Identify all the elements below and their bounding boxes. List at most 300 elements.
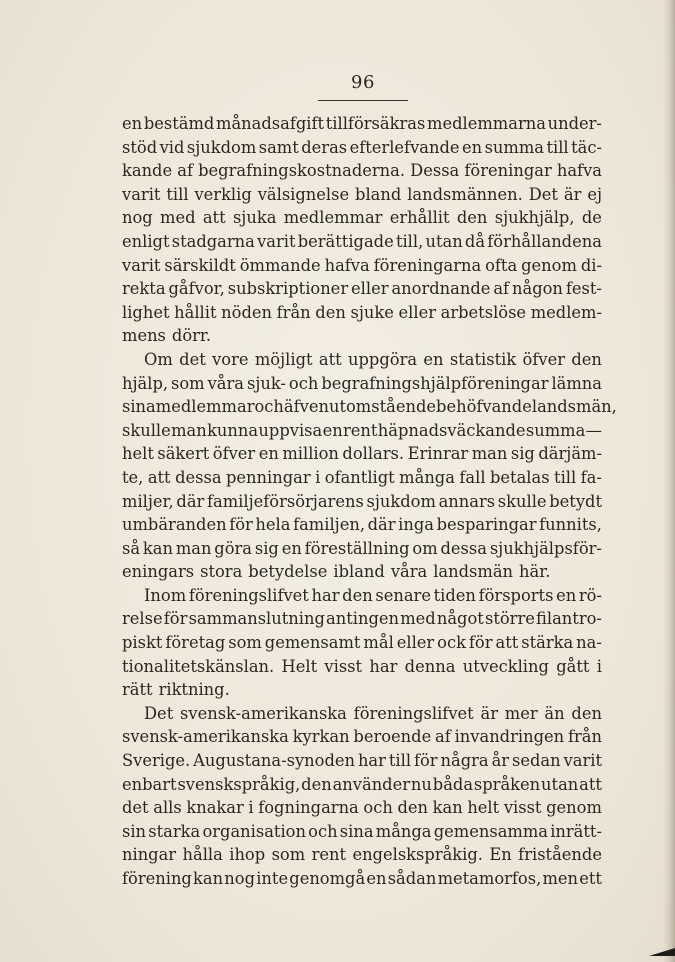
word: af <box>177 161 193 181</box>
word: och <box>288 373 319 393</box>
word: vore <box>212 349 249 369</box>
word: summa <box>525 420 586 440</box>
word: varit <box>563 751 602 771</box>
word: statistik <box>449 349 517 369</box>
word: te, <box>122 467 144 487</box>
word: hållit <box>174 302 217 322</box>
word: de <box>581 208 602 228</box>
word: någon <box>512 279 563 299</box>
word: den <box>456 208 488 228</box>
text-line <box>122 466 602 490</box>
word: med <box>400 609 436 629</box>
word: bestämd <box>143 114 215 133</box>
text-line <box>122 607 602 631</box>
word: öfver <box>212 444 256 464</box>
word: månadsafgift <box>216 114 325 133</box>
word: enligt <box>122 231 170 251</box>
word: sjuk- <box>246 373 286 393</box>
word: kunna <box>207 420 259 440</box>
word: en <box>423 349 444 369</box>
word: helt <box>122 444 154 464</box>
word: ömmande <box>239 255 321 275</box>
word: från <box>276 302 311 322</box>
word: så <box>122 538 141 558</box>
text-line <box>122 183 602 207</box>
word: för <box>229 515 253 535</box>
word: na- <box>576 633 602 653</box>
word: den <box>301 774 332 794</box>
text-line <box>122 112 602 136</box>
word: för <box>413 751 438 771</box>
word: samt <box>258 137 299 157</box>
word: Om <box>144 349 173 369</box>
word: att <box>495 633 519 653</box>
word: enbart <box>122 774 177 794</box>
word: dessa <box>440 538 487 558</box>
word: inrätt- <box>550 821 602 841</box>
word: gemensamt <box>264 633 361 653</box>
text-line <box>122 725 602 749</box>
word: senare <box>375 585 431 605</box>
word: sådan <box>387 869 437 888</box>
word: Det <box>528 184 558 204</box>
word: att <box>318 349 342 369</box>
word: sjukdom <box>366 491 436 511</box>
word: begrafningshjälpföreningar <box>321 373 549 393</box>
word: besparingar <box>436 515 537 535</box>
word: efterlefvande <box>349 137 460 157</box>
text-line <box>122 843 602 867</box>
word: hafva <box>556 161 602 181</box>
word: funnits, <box>539 515 602 535</box>
word: stadgarna <box>171 231 255 251</box>
word: familjeförsörjarens <box>206 491 364 511</box>
word: af <box>493 279 510 299</box>
word: den <box>397 798 428 818</box>
word: något <box>436 609 484 629</box>
word: där <box>176 491 205 511</box>
word: fa- <box>580 467 602 487</box>
word: den <box>342 585 373 605</box>
word: att <box>579 774 602 794</box>
word: en <box>556 585 577 605</box>
word: summa <box>484 137 545 157</box>
word: En <box>489 845 512 865</box>
word: försports <box>478 585 554 605</box>
word: medlemmarna <box>427 114 546 133</box>
word: i <box>315 467 321 487</box>
word: har <box>357 751 386 771</box>
word: vid <box>159 137 185 157</box>
word: språken <box>473 774 541 794</box>
word: föreställning <box>304 538 410 558</box>
word: kan <box>432 798 463 818</box>
word: man <box>171 420 207 440</box>
word: föreningar <box>464 161 552 181</box>
word: en <box>366 869 387 888</box>
word: knakar <box>186 798 244 818</box>
word: i <box>596 656 602 676</box>
word: behöfvande <box>436 397 532 417</box>
word: nu <box>410 774 432 794</box>
word: starka <box>148 821 201 841</box>
word: subskriptioner <box>227 279 349 299</box>
word: piskt <box>122 633 163 653</box>
word: våra <box>390 562 428 582</box>
word: inte <box>256 869 289 888</box>
word: med <box>160 208 196 228</box>
word: ibland <box>333 562 385 582</box>
word: miljer, <box>122 491 174 511</box>
word: i <box>248 798 254 818</box>
word: anordnande <box>391 279 491 299</box>
word: familjen, <box>293 515 366 535</box>
text-line <box>122 206 602 230</box>
word: sjukhjälp, <box>494 208 575 228</box>
word: medlem- <box>530 302 602 322</box>
word: en <box>462 137 483 157</box>
word: betydt <box>549 491 602 511</box>
word: föreningarna <box>373 255 482 275</box>
word: Inom <box>144 585 187 605</box>
word: inga <box>398 515 434 535</box>
word: den <box>571 703 602 723</box>
word: den <box>571 349 602 369</box>
word: välsignelse <box>257 184 350 204</box>
word: skulle <box>497 491 547 511</box>
word: eningars <box>122 562 195 582</box>
word: tiden <box>433 585 476 605</box>
word: ett <box>579 869 602 888</box>
word: sedan <box>512 751 561 771</box>
word: eller <box>396 633 435 653</box>
word: därjäm- <box>538 444 602 464</box>
word: deras <box>301 137 348 157</box>
word: invandringen <box>454 727 565 747</box>
text-line <box>122 442 602 466</box>
word: annars <box>438 491 496 511</box>
word: har <box>311 585 340 605</box>
word: fristående <box>518 845 602 865</box>
word: medlemmar <box>283 208 383 228</box>
word: lighet <box>122 302 170 322</box>
word: Det <box>144 703 174 723</box>
word: men <box>542 869 579 888</box>
word: verklig <box>194 184 252 204</box>
word: utan <box>541 774 579 794</box>
text-line <box>122 820 602 844</box>
word: använder <box>332 774 411 794</box>
word: att <box>147 467 171 487</box>
word: till <box>546 137 569 157</box>
word: sina <box>122 397 156 417</box>
word: båda <box>432 774 474 794</box>
word: denna <box>404 656 456 676</box>
word: eller <box>351 279 389 299</box>
word: stora <box>200 562 243 582</box>
word: den <box>315 302 346 322</box>
word: föreningslifvet <box>188 585 309 605</box>
body-text <box>122 112 617 891</box>
corner-mark <box>649 948 675 956</box>
word: svensk-amerikanska <box>122 727 289 747</box>
word: engelskspråkig. <box>352 845 483 865</box>
word: varit <box>257 231 296 251</box>
word: och <box>363 798 393 818</box>
word: till <box>166 184 189 204</box>
word: rekta <box>122 279 166 299</box>
word: sammanslutning <box>188 609 325 629</box>
word: som <box>228 633 262 653</box>
word: hjälp, <box>122 373 169 393</box>
word: rent <box>311 845 347 865</box>
word: svenskspråkig, <box>177 774 301 794</box>
text-line <box>122 584 602 608</box>
word: till <box>554 467 577 487</box>
word: kande <box>122 161 173 181</box>
word: ningar <box>122 845 177 865</box>
word: sjukhjälpsför- <box>489 538 602 558</box>
word: hålla <box>182 845 223 865</box>
word: särskildt <box>164 255 236 275</box>
word: hafva <box>324 255 370 275</box>
word: äfven <box>283 397 329 417</box>
word: sina <box>339 821 374 841</box>
word: ihop <box>229 845 266 865</box>
word: mål <box>363 633 394 653</box>
word: en <box>122 114 143 133</box>
word: har <box>369 656 398 676</box>
word: att <box>202 208 226 228</box>
word: för <box>468 633 493 653</box>
word: då <box>464 231 486 251</box>
text-line <box>122 159 602 183</box>
word: fall <box>459 467 486 487</box>
word: utan <box>425 231 463 251</box>
word: möjligt <box>254 349 313 369</box>
word: och <box>308 821 338 841</box>
word: till <box>388 751 412 771</box>
word: utomstående <box>328 397 437 417</box>
word: ock <box>437 633 466 653</box>
word: visst <box>503 798 542 818</box>
page-edge-shadow <box>663 0 675 962</box>
word: landsmän, <box>531 397 617 417</box>
word: Dessa <box>410 161 460 181</box>
word: fest- <box>565 279 602 299</box>
text-line <box>122 560 602 584</box>
word: genom <box>521 255 577 275</box>
word: förening <box>122 869 192 888</box>
word: det <box>179 349 206 369</box>
text-line <box>122 136 602 160</box>
word: än <box>544 703 565 723</box>
word: större <box>484 609 535 629</box>
word: sjuke <box>350 302 394 322</box>
word: eller <box>398 302 436 322</box>
text-line <box>122 702 602 726</box>
word: beroende <box>353 727 432 747</box>
word: år <box>491 751 510 771</box>
word: arbetslöse <box>440 302 527 322</box>
word: förhållandena <box>487 231 602 251</box>
word: landsmän <box>433 562 514 582</box>
word: alls <box>153 798 182 818</box>
word: några <box>440 751 489 771</box>
word: företag <box>165 633 226 653</box>
word: under- <box>547 114 602 133</box>
text-line <box>122 513 602 537</box>
word: våra <box>207 373 244 393</box>
text-line <box>122 537 602 561</box>
word: genom <box>546 798 602 818</box>
word: rätt <box>122 680 153 700</box>
word: rö- <box>578 585 602 605</box>
text-line <box>122 230 602 254</box>
word: genomgå <box>289 869 366 888</box>
word: sjuka <box>232 208 277 228</box>
word: nöden <box>221 302 272 322</box>
word: uppgöra <box>348 349 418 369</box>
word: kan <box>142 538 173 558</box>
word: säkert <box>157 444 210 464</box>
word: dessa <box>175 467 222 487</box>
word: organisation <box>202 821 306 841</box>
word: riktning. <box>158 680 230 700</box>
text-line <box>122 324 602 348</box>
text-line <box>122 631 602 655</box>
word: täc- <box>571 137 602 157</box>
word: tionalitetskänslan. <box>122 656 275 676</box>
word: hela <box>255 515 291 535</box>
text-line <box>122 301 602 325</box>
word: umbäranden <box>122 515 227 535</box>
word: erhållit <box>389 208 450 228</box>
word: af <box>435 727 451 747</box>
word: många <box>375 821 432 841</box>
word: gått <box>556 656 590 676</box>
word: en <box>258 444 279 464</box>
word: lämna <box>551 373 602 393</box>
word: sin <box>122 821 147 841</box>
word: Helt <box>281 656 318 676</box>
word: man <box>471 444 508 464</box>
text-line <box>122 419 602 443</box>
word: dollars. <box>342 444 405 464</box>
word: är <box>563 184 582 204</box>
word: rent <box>343 420 378 440</box>
word: million <box>282 444 339 464</box>
word: mens <box>122 326 166 346</box>
word: ej <box>587 184 602 204</box>
word: metamorfos, <box>437 869 542 888</box>
word: sig <box>510 444 535 464</box>
word: fogningarna <box>258 798 359 818</box>
word: där <box>367 515 396 535</box>
word: medlemmar <box>155 397 255 417</box>
word: Sverige. <box>122 751 191 771</box>
word: från <box>567 727 602 747</box>
word: varit <box>122 255 161 275</box>
text-line <box>122 490 602 514</box>
text-line <box>122 254 602 278</box>
word: som <box>171 373 205 393</box>
word: nog <box>224 869 256 888</box>
text-line <box>122 348 602 372</box>
word: en <box>281 538 302 558</box>
word: en <box>322 420 343 440</box>
word: det <box>122 798 149 818</box>
text-line <box>122 796 602 820</box>
word: di- <box>580 255 602 275</box>
word: helt <box>467 798 500 818</box>
word: och <box>254 397 284 417</box>
word: Augustana-synoden <box>193 751 355 771</box>
word: penningar <box>226 467 311 487</box>
word: bland <box>355 184 402 204</box>
word: nog <box>122 208 153 228</box>
word: öfver <box>522 349 565 369</box>
word: dörr. <box>171 326 212 346</box>
word: för <box>163 609 188 629</box>
word: landsmännen. <box>407 184 523 204</box>
text-line <box>122 867 602 891</box>
word: man <box>175 538 212 558</box>
word: — <box>585 420 602 440</box>
word: gemensamma <box>433 821 548 841</box>
word: relse <box>122 609 163 629</box>
word: sig <box>254 538 279 558</box>
word: skulle <box>122 420 171 440</box>
word: tillförsäkras <box>325 114 426 133</box>
page-number: 96 <box>351 72 375 93</box>
word: häpnadsväckande <box>377 420 526 440</box>
word: gåfvor, <box>168 279 225 299</box>
word: till, <box>395 231 424 251</box>
word: utveckling <box>462 656 549 676</box>
word: filantro- <box>536 609 602 629</box>
word: göra <box>214 538 253 558</box>
word: kyrkan <box>292 727 350 747</box>
word: som <box>271 845 306 865</box>
word: begrafningskostnaderna. <box>198 161 406 181</box>
text-line <box>122 655 602 679</box>
word: sjukdom <box>186 137 257 157</box>
word: betydelse <box>248 562 328 582</box>
text-line <box>122 395 617 419</box>
word: är <box>480 703 498 723</box>
word: ofantligt <box>324 467 395 487</box>
text-line <box>122 372 602 396</box>
text-line <box>122 277 602 301</box>
word: föreningslifvet <box>353 703 474 723</box>
text-line <box>122 749 602 773</box>
word: kan <box>193 869 224 888</box>
word: varit <box>122 184 161 204</box>
word: Erinrar <box>407 444 469 464</box>
word: många <box>399 467 455 487</box>
word: betalas <box>490 467 550 487</box>
word: ofta <box>485 255 518 275</box>
word: mer <box>504 703 538 723</box>
page-number-rule <box>318 100 408 101</box>
text-line <box>122 773 602 797</box>
word: antingen <box>326 609 400 629</box>
word: uppvisa <box>258 420 323 440</box>
word: berättigade <box>297 231 394 251</box>
word: här. <box>519 562 551 582</box>
word: svensk-amerikanska <box>180 703 347 723</box>
